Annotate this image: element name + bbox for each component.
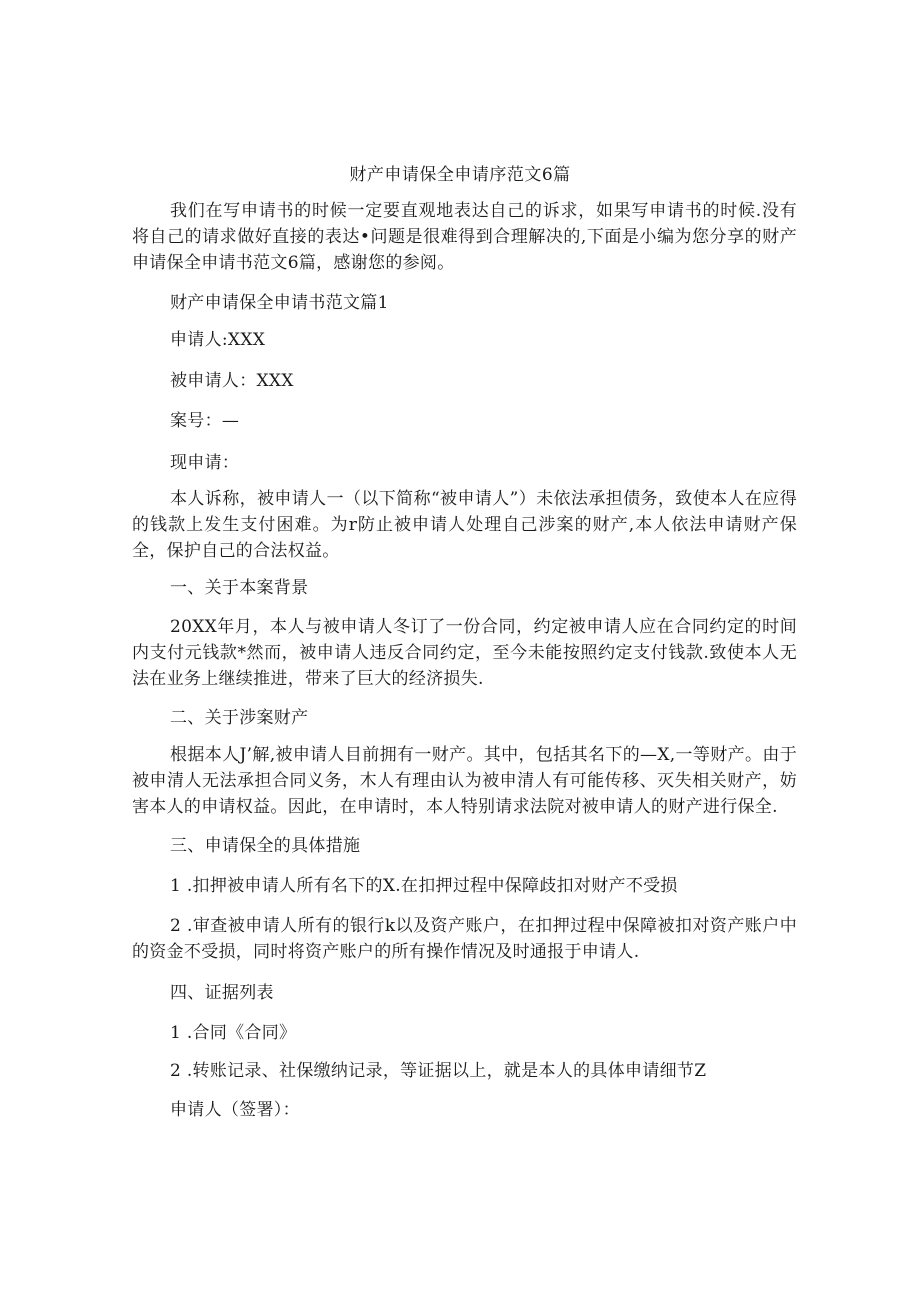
case-number-line: 案号：— — [170, 411, 240, 431]
heading-measures: 三、申请保全的具体措施 — [170, 836, 361, 856]
claim-paragraph: 本人诉称，被申请人一（以下简称“被申请人”）未依法承担债务，致使本人在应得的钱款上发生支付困难。为r防止被申请人处理自己涉案的财产,本人依法申请财产保全，保护自己的合法权益。 — [132, 489, 797, 561]
heading-evidence: 四、证据列表 — [170, 983, 274, 1003]
respondent-line: 被申请人：XXX — [170, 371, 294, 391]
applicant-line: 申请人:XXX — [170, 330, 266, 350]
section-title: 财产申请保全申请书范文篇1 — [170, 293, 389, 313]
measure-item-1: 1 .扣押被申请人所有名下的X.在扣押过程中保障歧扣对财产不受损 — [170, 876, 678, 896]
evidence-item-2: 2 .转账记录、社保缴纳记录，等证据以上，就是本人的具体申请细节Z — [170, 1061, 707, 1081]
property-paragraph: 根据本人J’解,被申请人目前拥有一财产。其中，包括其名下的—X,一等财产。由于被申清人无法承担合同义务，木人有理由认为被申清人有可能传移、灭失相关财产，妨害本人的申请权益。因此，在申请时，本人特别请求法院对被申请人的财产进行保全. — [132, 745, 797, 817]
now-apply-line: 现申请： — [170, 453, 240, 473]
measure-item-2: 2 .审查被申请人所有的银行k以及资产账户，在扣押过程中保障被扣对资产账户中的资金不受损，同时将资产账户的所有操作情况及时通报于申请人. — [132, 916, 797, 962]
intro-paragraph: 我们在写申请书的时候一定要直观地表达自己的诉求，如果写申请书的时候.没有将自己的请求做好直接的表达•问题是很难得到合理解决的,下面是小编为您分享的财产申请保全申请书范文6篇，感谢您的参阅。 — [132, 201, 797, 273]
document-title: 财产申请保全申请序范文6篇 — [349, 165, 571, 185]
background-paragraph: 20XX年月，本人与被申请人冬订了一份合同，约定被申请人应在合同约定的时间内支付元钱款*然而，被申请人违反合同约定，至今未能按照约定支付钱款.致使本人无法在业务上继续推进，带来了巨大的经济损失. — [132, 617, 797, 689]
heading-property: 二、关于涉案财产 — [170, 708, 309, 728]
heading-background: 一、关于本案背景 — [170, 578, 309, 598]
evidence-item-1: 1 .合同《合同》 — [170, 1023, 297, 1043]
signature-line: 申请人（签署）： — [170, 1100, 300, 1120]
